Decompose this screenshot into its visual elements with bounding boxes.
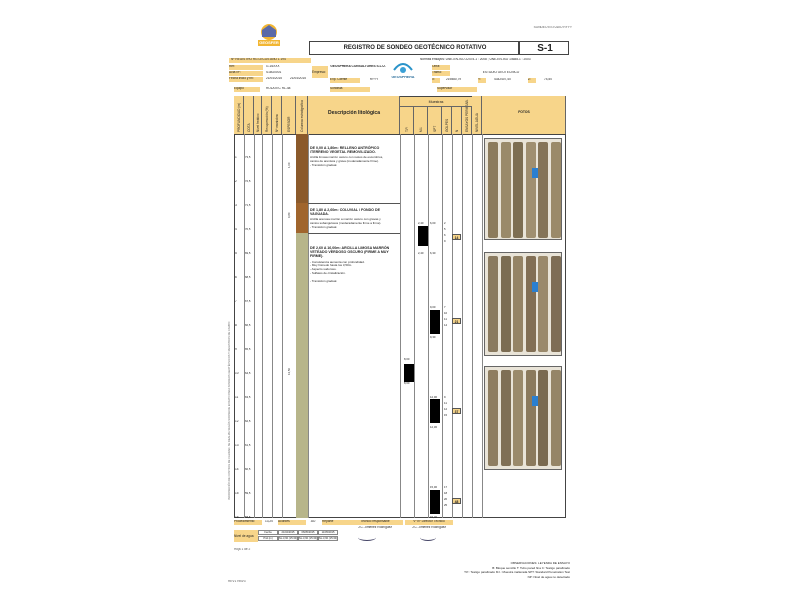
core-sample [526,370,536,466]
supervisor-label: Supervisor [437,87,477,92]
cota-tick: 70,5 [245,228,251,231]
grid-line [462,134,463,518]
info-value: G-16XXX [266,65,280,68]
geosphera-logo [388,58,418,84]
depth-tick: 10 [235,372,239,375]
cota-tick: 61,5 [245,444,251,447]
firma-name: J.C. Jiménez Rodríguez [411,526,446,529]
x-value: 219880,79 [446,78,462,81]
n-value: 37 [452,408,461,414]
equipo-label: Equipo [234,87,260,92]
sample-top: 9,00 [430,306,436,309]
depth-tick: 13 [235,444,239,447]
sample-bottom: 2,40 [418,252,424,255]
golpe-value: 10 [444,312,448,315]
golpe-value: 2 [444,222,446,225]
header-fotos [482,96,566,134]
depth-tick: 16 [235,516,239,519]
cota-tick: 72,5 [245,180,251,183]
header-nivel_agua-label: NIVEL AGUA [475,113,479,132]
grid-line [428,134,429,518]
layer-line: - Transición gradual. [310,225,338,229]
core-tag-icon [532,282,538,292]
strat-fill-relleno [296,134,308,203]
grid-line [308,134,309,518]
header-perm-label: ENSAYOS PERMEAB. [465,99,469,132]
page-number: Hoja 1 de 2 [234,548,251,551]
core-sample [488,370,498,466]
normas: Normas ensayos: UNE-EN-ISO 22475-1 : 2008 ; UNE-EN-ISO 14688-1 : 2003 [420,58,531,61]
cota-tick: 60,5 [245,468,251,471]
registro-line: Nº REGISTRO RG LECOS AÑO L 194 [229,58,311,63]
layer-line: - Transición gradual. [310,278,338,283]
header-tp-label: T.P. [405,126,409,132]
observacion-line: B: Bloque sencillo T: Tubo pared fina C: Testigo parafinado [492,566,570,570]
core-tag-icon [532,168,538,178]
golpe-value: 5 [444,228,446,231]
golpe-value: 14 [444,324,448,327]
sondeo-id: S-1 [537,43,553,54]
header-profundidad-label: PROFUNDIDAD (m) [237,102,241,132]
empresa-label: Empresa: [312,66,328,78]
sample-block [418,226,428,246]
sample-top: 6,00 [430,222,436,225]
depth-tick: 5 [235,252,237,255]
layer-line: Arcilla limosa marrón oscuro con restos de escombros, [310,155,384,160]
tramo-label: Tramo: [432,71,450,76]
sample-bottom: 9,30 [430,336,436,339]
sample-bottom: 15,30 [430,516,437,519]
sample-bottom: 6,30 [430,252,436,255]
header-fotos-label: FOTOS [518,110,530,114]
cota-tick: 62,5 [245,420,251,423]
golpe-value: 6 [444,234,446,237]
cota-tick: 65,5 [245,348,251,351]
sample-top: 12,00 [430,396,437,399]
core-sample [551,256,561,352]
geosphera-logo-icon [388,58,418,84]
core-sample [488,142,498,238]
core-sample [501,142,511,238]
footer-date-val: No 3,60 (15:30) [319,537,338,540]
page-title: REGISTRO DE SONDEO GEOTÉCNICO ROTATIVO [343,45,487,51]
info-value: S18G0001 [266,71,282,74]
grid-line [272,134,273,518]
vertical-note: INFORMACIÓN DE CONTROL DE CALIDAD. SE REALIZA SEGÚN NORMA DE ENSAYO PARA SONDEOS GEOTÉCNICOS Y REGISTROS DE CAMPO [228,321,231,500]
layer-title: DE 0,00 A 1,80m: RELLENO ANTRÓPICO /TERRENO VEGETAL REMOVILIZADO. [310,146,380,155]
header-n-label: N [455,129,459,132]
header-muestras: Muestras [400,100,472,107]
info-value-2: 21/04/2015 [290,77,306,80]
footer-label: Acordes [278,520,306,525]
golpe-value: 12 [444,408,448,411]
z-value: 74,50 [544,78,552,81]
sample-top: 15,00 [430,486,437,489]
grid-line [262,134,263,518]
observacion-line: OBSERVACIONES: LEYENDA DE ENSAYO [510,562,570,565]
golpe-value: 15 [444,414,448,417]
footer-date-val: No 3,60 (15:30) [279,537,298,540]
equipo-value: ROLATEC RL-48 [266,87,291,90]
sample-block [430,399,440,423]
core-sample [538,370,548,466]
depth-tick: 9 [235,348,237,351]
layer-line: - Transición gradual. [310,163,338,167]
sample-bottom: 12,30 [430,426,437,429]
golpe-value: 11 [444,402,447,405]
depth-tick: 8 [235,324,237,327]
layer-line: cantos subangulosos (moderadamente firme a firme). [310,221,382,226]
cota-tick: 71,5 [245,204,251,207]
layer-title: DE 2,60 A 16,00m: ARCILLA LIMOSA MARRÓN VETEADO VERDOSO OSCURO (FIRME A MUY FIRME). [310,246,390,259]
info-label: Ref: [229,65,263,70]
layer-line: - Muy húmedo hasta los 3,50m. [310,263,353,268]
tecnico-label: Técnico responsable [347,520,403,525]
golpe-value: 20 [444,498,448,501]
layer-line: - Aspecto sudoroso. [310,267,337,272]
header-maniobra-label: Nº maniobra [275,114,279,132]
tecnico-name: J.C. Jiménez Rodríguez [357,526,392,529]
tramo-value: ESTUDIO GEOTÉCNICO [482,71,520,74]
depth-tick: 4 [235,228,237,231]
depth-tick: 14 [235,468,239,471]
core-sample [501,256,511,352]
footer-dates-label: Nivel de agua [234,530,258,542]
layer-line: cantos de arenisca y grava (moderadamente firme). [310,159,379,164]
cota-tick: 64,5 [245,372,251,375]
bottom-left-note: REV1 RBV3 [228,580,246,583]
lithology-layer [310,146,398,168]
n-value: 21 [452,318,461,324]
sample-block [430,310,440,334]
n-value: 14 [452,234,461,240]
info-label: Acta Nº: [229,71,263,76]
grid-line [472,134,473,518]
cota-tick: 73,5 [245,156,251,159]
sample-top: 2,40 [418,222,424,225]
core-sample [513,370,523,466]
empresa-value: GEOSPHERA CONSULTORES S.L.U. [330,65,386,68]
cota-tick: 59,5 [245,492,251,495]
core-sample [538,142,548,238]
header-espesor-label: ESPESOR [287,116,291,132]
cota-tick: 67,5 [245,300,251,303]
obra-label: Obra: [432,65,450,70]
geosphera-logo-text: GEOSPHERA [391,76,415,79]
footer-date-col: 11/05/2015 [318,530,338,535]
observacion-line: T.P.: Testigo parafinado M.I.: Muestra inalterada SPT: Standard Penetration Test [464,571,570,574]
header-golpes-label: GOLPES [445,118,449,132]
page-header-note: SONDEO ESTUDIO RYYY [533,26,572,29]
footer-value: AO [310,520,316,523]
layer-line: Arcilla arenosa marrón a marrón oscuro con gravas y [310,217,381,222]
espesor-label: 0,80 [287,212,291,218]
logo-text: GEOSFER [259,41,279,45]
depth-tick: 11 [235,396,239,399]
mi-label: 8,00 [404,358,410,361]
header-rec-label: Recuperación (%) [265,106,269,132]
grid-line [282,134,283,518]
z-label: Z: [528,78,536,83]
firma-label: Vº Bº Director Técnico [405,520,453,525]
cota-tick: 63,5 [245,396,251,399]
header-nivel-label: Nivel freático [256,113,260,132]
core-sample [526,142,536,238]
grid-line [442,134,443,518]
y-value: 4342407,40 [494,78,511,81]
footer-label: Procedimiento [234,520,262,525]
golpe-value: 7 [444,306,446,309]
depth-tick: 1 [235,156,237,159]
sample-block [430,490,440,514]
company-logo [254,21,284,51]
grid-line [482,134,483,518]
core-sample [513,256,523,352]
sample-block [404,364,414,382]
sondeo-id-box [519,41,569,55]
footer-date-col: 21/04/2015 [278,530,298,535]
logo-icon [254,21,284,51]
espesor-label: 13,50 [287,368,291,375]
strat-fill-coluvial [296,203,308,233]
core-sample [501,370,511,466]
golpe-value: 17 [444,486,448,489]
info-value: 21/04/2015 [266,77,282,80]
cota-tick: 69,5 [245,252,251,255]
header-descripcion-label: Descripción litológica [328,110,380,116]
observacion-line: NP: Nivel de agua no detectado [527,575,570,579]
grid-line [400,134,401,518]
header-mi-label: M.I. [419,126,423,132]
cota-tick: 66,5 [245,324,251,327]
core-sample [513,142,523,238]
lithology-layer [310,208,398,230]
golpe-value: 18 [444,492,448,495]
footer-date-val: Prof.(m) [258,536,278,541]
depth-tick: 15 [235,492,239,495]
info-label: Fecha inicio y fin: [229,77,263,82]
espesor-label: 1,00 [287,162,291,168]
depth-tick: 7 [235,300,237,303]
header-spt-label: SPT [433,125,437,132]
layer-boundary [296,233,400,234]
footer-date-val: No 3,60 (15:30) [299,537,318,540]
exp-cliente-label: Exp. Cliente [330,78,360,83]
layer-line: - Sulfatos de cristalización. [310,271,346,275]
core-sample [488,256,498,352]
mi-label: 8,60 [404,382,410,385]
golpe-value: 25 [444,504,448,507]
strat-fill-arcilla [296,233,308,518]
grid-line [254,134,255,518]
core-tag-icon [532,396,538,406]
footer-label: Reparte [322,520,350,525]
depth-tick: 6 [235,276,237,279]
footer-value: 13,20 [265,520,273,523]
footer-date-col: 06/05/2015 [298,530,318,535]
golpe-value: 11 [444,318,447,321]
cota-tick: 68,5 [245,276,251,279]
signature [420,534,436,541]
layer-boundary [296,203,400,204]
exp-cliente-value: RYYY [369,78,379,81]
signature [358,534,376,541]
footer-date-col: Fecha [258,530,278,535]
core-sample [526,256,536,352]
x-label: X: [432,78,440,83]
header-columna-label: Columna estratigráfica [300,100,304,132]
core-sample [538,256,548,352]
golpe-value: 9 [444,396,446,399]
header-cota-label: COTA [247,123,251,132]
depth-tick: 2 [235,180,237,183]
cota-tick: 58,5 [245,516,251,519]
layer-title: DE 1,80 A 2,60m: COLUVIAL / FONDO DE VAGUADA. [310,208,380,217]
depth-tick: 12 [235,420,239,423]
layer-line: - Consistencia aumenta con profundidad. [310,259,365,264]
lithology-layer [310,246,398,283]
golpe-value: 9 [444,240,446,243]
grid-line [414,134,415,518]
grid-line [452,134,453,518]
depth-tick: 3 [235,204,237,207]
core-sample [551,142,561,238]
n-value: 48 [452,498,461,504]
core-sample [551,370,561,466]
sondista-label: Sondista [330,87,370,92]
y-label: Y: [478,78,486,83]
title-box [309,41,519,55]
